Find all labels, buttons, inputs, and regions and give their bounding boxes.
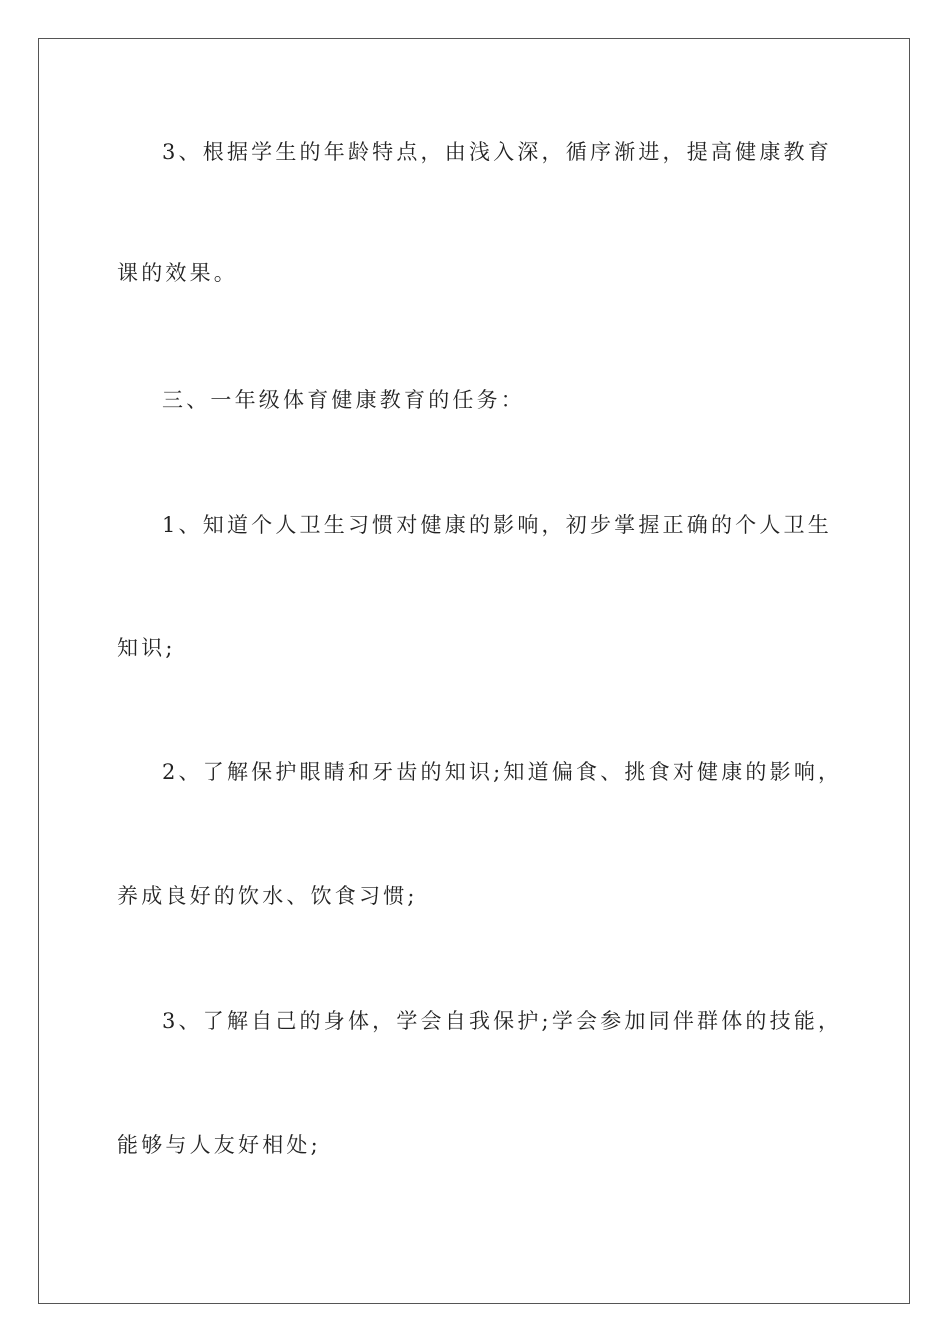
paragraph-3-line-2: 课的效果。 (117, 261, 238, 285)
task-3-line-2: 能够与人友好相处; (117, 1133, 321, 1157)
task-2-line-1: 2、了解保护眼睛和牙齿的知识;知道偏食、挑食对健康的影响， (162, 760, 843, 784)
task-1-line-2: 知识; (117, 636, 176, 660)
paragraph-3-line-1: 3、根据学生的年龄特点，由浅入深，循序渐进，提高健康教育 (162, 140, 832, 164)
section-heading-3: 三、一年级体育健康教育的任务： (162, 388, 525, 412)
task-2-line-2: 养成良好的饮水、饮食习惯; (117, 884, 418, 908)
task-3-line-1: 3、了解自己的身体，学会自我保护;学会参加同伴群体的技能， (162, 1009, 843, 1033)
task-1-line-1: 1、知道个人卫生习惯对健康的影响，初步掌握正确的个人卫生 (162, 513, 832, 537)
page-border (38, 38, 910, 1304)
